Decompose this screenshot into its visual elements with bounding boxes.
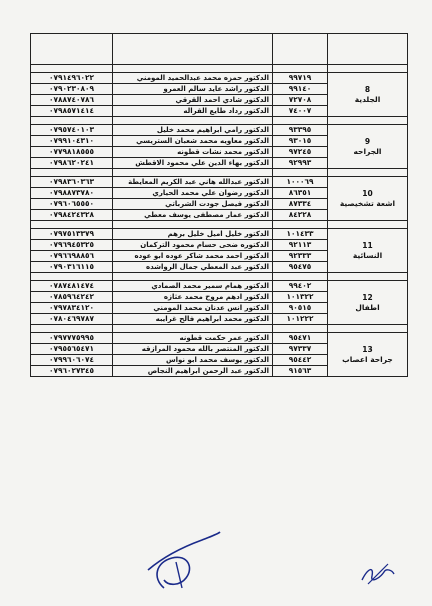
spacer-cell <box>328 273 408 281</box>
doctor-name-cell: الدكتور معاويه محمد شعبان الستريسي <box>113 136 273 147</box>
group-spacer-row <box>31 117 408 125</box>
doctor-name-cell: الدكتور يوسف محمد ابو نواس <box>113 355 273 366</box>
doctor-id-cell: ٨٦٣٥١ <box>273 188 328 199</box>
specialty-label: الجلدية <box>354 94 381 104</box>
specialty-number: 12 <box>362 292 373 302</box>
doctor-name-cell: الدكتور بهاء الدين علي محمود الاقطش <box>113 158 273 169</box>
doctor-id-cell: ٧٢٧٠٨ <box>273 95 328 106</box>
doctor-name-cell: الدكتور عمر حكمت قطونه <box>113 333 273 344</box>
table-row <box>31 333 408 344</box>
specialty-label: اشعة تشخيصية <box>339 198 396 208</box>
spacer-cell <box>31 221 113 229</box>
doctor-phone-cell: ٠٧٩٥٥٦٥٤٧١ <box>31 344 113 355</box>
doctor-phone-cell: ٠٧٩٨٣٦٠٣٦٣ <box>31 177 113 188</box>
doctor-name-cell: الدكتور عمار مصطفى يوسف معطي <box>113 210 273 221</box>
doctor-name-cell: الدكتور محمد نشات قطونه <box>113 147 273 158</box>
doctor-phone-cell: ٠٧٩٧٨٣٤١٢٠ <box>31 303 113 314</box>
doctor-name-cell: الدكتور عبد المعطي جمال الرواشده <box>113 262 273 273</box>
doctor-phone-cell: ٠٧٩٩٦٠٦٠٧٤ <box>31 355 113 366</box>
spacer-cell <box>113 117 273 125</box>
handwritten-signature-left <box>142 518 222 598</box>
doctor-id-cell: ٩٥٤٧٥ <box>273 262 328 273</box>
doctor-id-cell: ١٠٠٠٦٩ <box>273 177 328 188</box>
doctor-name-cell: الدكتور خليل اميل خليل برهم <box>113 229 273 240</box>
spacer-cell <box>113 221 273 229</box>
doctor-phone-cell: ٠٧٨٥٩٦٤٢٤٢ <box>31 292 113 303</box>
specialty-number: 8 <box>364 84 371 94</box>
spacer-cell <box>273 273 328 281</box>
table-header-row <box>31 34 408 65</box>
doctor-phone-cell: ٠٧٩٦٩٤٥٣٢٥ <box>31 240 113 251</box>
doctor-phone-cell: ٠٧٨٨٧٤٠٧٨٦ <box>31 95 113 106</box>
specialty-label: النسائية <box>352 250 383 260</box>
spacer-cell <box>113 273 273 281</box>
spacer-cell <box>328 169 408 177</box>
doctor-name-cell: الدكتور محمد ابراهيم فالح غرايبه <box>113 314 273 325</box>
specialty-number: 9 <box>364 136 371 146</box>
doctor-phone-cell: ٠٧٨٠٤٦٩٧٨٧ <box>31 314 113 325</box>
spacer-cell <box>113 169 273 177</box>
table-row <box>31 125 408 136</box>
doctor-id-cell: ٩٥٤٧١ <box>273 333 328 344</box>
spacer-cell <box>31 273 113 281</box>
header-cell-category <box>328 34 408 65</box>
doctor-phone-cell: ٠٧٨٧٤٨١٤٧٤ <box>31 281 113 292</box>
spacer-cell <box>328 325 408 333</box>
doctor-name-cell: الدكتور رضوان علي محمد الحياري <box>113 188 273 199</box>
doctor-id-cell: ٩٢٩٩٣ <box>273 158 328 169</box>
doctor-phone-cell: ٠٧٩٨٨٧٣٧٨٠ <box>31 188 113 199</box>
group-spacer-row <box>31 273 408 281</box>
doctor-id-cell: ١٠١٣٢٢ <box>273 292 328 303</box>
doctor-name-cell: الدكتور عبدالله هاني عبد الكريم المعايطة <box>113 177 273 188</box>
doctor-id-cell: ٩٧٢٤٥ <box>273 147 328 158</box>
spacer-cell <box>273 169 328 177</box>
doctors-table-sheet <box>31 33 408 377</box>
doctor-name-cell: الدكتور رداد طايع القراله <box>113 106 273 117</box>
spacer-cell <box>273 221 328 229</box>
doctor-id-cell: ٨٧٣٣٤ <box>273 199 328 210</box>
doctor-name-cell: الدكتور رامي ابراهيم محمد خليل <box>113 125 273 136</box>
doctor-name-cell: الدكتور فيصل جودت الشرباتي <box>113 199 273 210</box>
spacer-cell <box>273 325 328 333</box>
doctor-id-cell: ١٠١٤٣٣ <box>273 229 328 240</box>
doctor-phone-cell: ٠٧٩٠٣١٦١١٥ <box>31 262 113 273</box>
spacer-cell <box>273 117 328 125</box>
doctor-phone-cell: ٠٧٩٦٠٦٥٥٥٠ <box>31 199 113 210</box>
spacer-cell <box>31 65 113 73</box>
doctor-id-cell: ٩٢١١٣ <box>273 240 328 251</box>
doctor-phone-cell: ٠٧٩٧٥١٣٣٧٩ <box>31 229 113 240</box>
doctor-phone-cell: ٠٧٩٥٧٤٠١٠٣ <box>31 125 113 136</box>
doctor-phone-cell: ٠٧٩٨٤٢٤٣٢٨ <box>31 210 113 221</box>
specialty-cell <box>328 333 408 377</box>
header-cell-name <box>113 34 273 65</box>
spacer-cell <box>31 117 113 125</box>
doctor-id-cell: ٩٩٤٠٢ <box>273 281 328 292</box>
header-cell-phone <box>31 34 113 65</box>
header-cell-id <box>273 34 328 65</box>
doctor-id-cell: ٧٤٠٠٧ <box>273 106 328 117</box>
group-spacer-row <box>31 221 408 229</box>
specialty-cell <box>328 229 408 273</box>
group-spacer-row <box>31 169 408 177</box>
specialty-label: اطفال <box>355 302 380 312</box>
specialty-cell <box>328 281 408 325</box>
group-spacer-row <box>31 65 408 73</box>
doctor-phone-cell: ٠٧٩٩١٠٤٣١٠ <box>31 136 113 147</box>
doctor-name-cell: الدكتور المنتصر بالله محمود المرازقه <box>113 344 273 355</box>
handwritten-signature-right <box>358 558 398 588</box>
doctor-phone-cell: ٠٧٩٦٠٢٧٣٤٥ <box>31 366 113 377</box>
table-row <box>31 177 408 188</box>
doctor-name-cell: الدكتور حمزه محمد عبدالحميد المومني <box>113 73 273 84</box>
doctor-name-cell: الدكتور راشد عايد سالم العمرو <box>113 84 273 95</box>
doctor-id-cell: ٩٩٧١٩ <box>273 73 328 84</box>
doctor-name-cell: الدكتوره ضحى حسام محمود التركمان <box>113 240 273 251</box>
doctor-phone-cell: ٠٧٩٦٦٩٨٨٥٦ <box>31 251 113 262</box>
spacer-cell <box>31 325 113 333</box>
spacer-cell <box>273 65 328 73</box>
table-row <box>31 73 408 84</box>
doctor-phone-cell: ٠٧٩٧٧٧٥٩٩٥ <box>31 333 113 344</box>
specialty-number: 11 <box>362 240 373 250</box>
doctor-id-cell: ٩١٥٦٣ <box>273 366 328 377</box>
specialty-number: 13 <box>362 344 373 354</box>
spacer-cell <box>328 117 408 125</box>
spacer-cell <box>328 65 408 73</box>
doctor-phone-cell: ٠٧٩٨٦٢٠٢٤١ <box>31 158 113 169</box>
doctor-id-cell: ٩٣٣٩٥ <box>273 125 328 136</box>
doctor-id-cell: ١٠١٢٢٢ <box>273 314 328 325</box>
doctor-phone-cell: ٠٧٧٩٨١٨٥٥٥ <box>31 147 113 158</box>
doctor-id-cell: ٩٣٠١٥ <box>273 136 328 147</box>
specialty-cell <box>328 73 408 117</box>
doctor-phone-cell: ٠٧٩١٤٩٦٠٢٢ <box>31 73 113 84</box>
doctor-name-cell: الدكتور عبد الرحمن ابراهيم النجاص <box>113 366 273 377</box>
doctor-id-cell: ٩٩١٤٠ <box>273 84 328 95</box>
spacer-cell <box>113 65 273 73</box>
doctor-name-cell: الدكتور انس عدنان محمد المومني <box>113 303 273 314</box>
doctor-phone-cell: ٠٧٩٨٥٧١٤١٤ <box>31 106 113 117</box>
specialty-label: الجراحه <box>353 146 382 156</box>
specialty-number: 10 <box>362 188 373 198</box>
group-spacer-row <box>31 325 408 333</box>
doctor-phone-cell: ٠٧٩٠٢٣٠٨٠٩ <box>31 84 113 95</box>
doctor-name-cell: الدكتور شادي احمد القرقي <box>113 95 273 106</box>
doctors-table <box>30 33 408 377</box>
doctor-id-cell: ٩٢٣٣٣ <box>273 251 328 262</box>
specialty-cell <box>328 177 408 221</box>
specialty-label: جراحة اعصاب <box>342 354 393 364</box>
doctor-id-cell: ٩٥٤٤٢ <box>273 355 328 366</box>
doctor-name-cell: الدكتور همام سمير محمد الصمادي <box>113 281 273 292</box>
doctor-name-cell: الدكتور ادهم مروح محمد عثازه <box>113 292 273 303</box>
doctor-id-cell: ٩٠٥١٥ <box>273 303 328 314</box>
table-row <box>31 281 408 292</box>
doctor-id-cell: ٩٧٣٣٧ <box>273 344 328 355</box>
table-row <box>31 229 408 240</box>
spacer-cell <box>113 325 273 333</box>
doctor-id-cell: ٨٤٢٢٨ <box>273 210 328 221</box>
doctor-name-cell: الدكتور احمد محمد شاكر عوده ابو عوده <box>113 251 273 262</box>
spacer-cell <box>31 169 113 177</box>
spacer-cell <box>328 221 408 229</box>
specialty-cell <box>328 125 408 169</box>
